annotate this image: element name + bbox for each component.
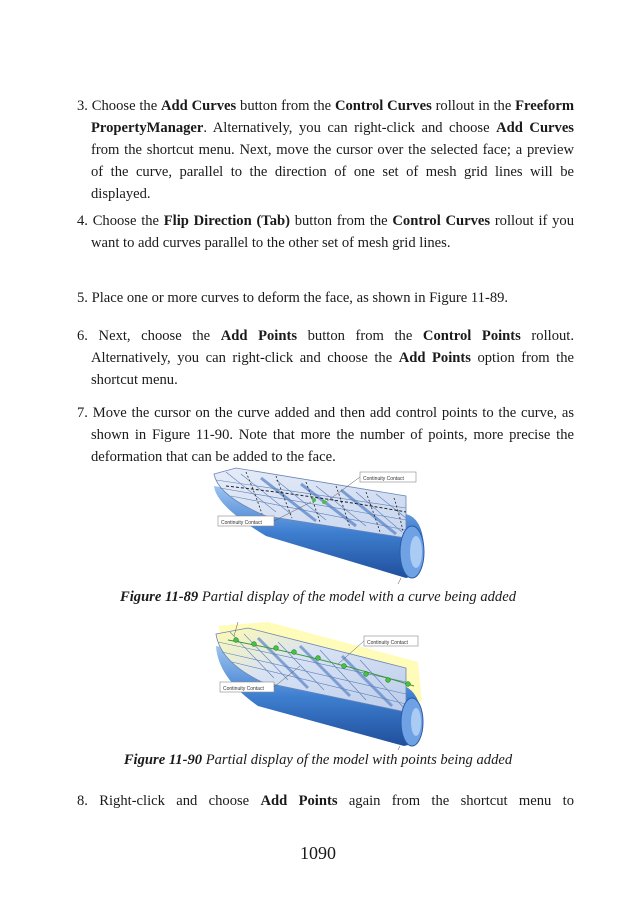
step-number: 6. — [77, 328, 99, 344]
figure-11-90-image — [208, 622, 424, 750]
bold-term: Add Points — [398, 350, 471, 366]
figure-11-89-caption-text: Partial display of the model with a curve being added — [198, 589, 517, 605]
step-number: 5. — [77, 290, 92, 306]
step-3-paragraph — [77, 95, 574, 205]
bold-term: Freeform PropertyManager — [91, 98, 574, 136]
bold-term: Control Curves — [392, 213, 491, 229]
step-text: again from the shortcut menu to — [337, 793, 575, 809]
figure-11-89-callout-top: Continuity Contact — [363, 476, 404, 482]
figure-11-90-label: Figure 11-90 — [123, 752, 203, 768]
step-text: button from the — [297, 328, 423, 344]
figure-11-89-label: Figure 11-89 — [119, 589, 199, 605]
figure-11-90-callout-top: Continuity Contact — [367, 640, 408, 646]
bold-term: Control Curves — [334, 98, 432, 114]
bold-term: Add Curves — [496, 120, 574, 136]
bold-term: Add Curves — [161, 98, 237, 114]
step-8-paragraph — [77, 790, 574, 812]
step-text: Choose the — [92, 213, 164, 229]
step-text: button from the — [289, 213, 393, 229]
step-text: rollout in the — [431, 98, 516, 114]
figure-11-90-callout-left: Continuity Contact — [223, 686, 264, 692]
step-text: . Alternatively, you can right-click and choose — [203, 120, 497, 136]
step-7-paragraph — [77, 402, 574, 468]
figure-11-89-caption — [0, 589, 636, 606]
bold-term: Control Points — [422, 328, 521, 344]
figure-11-89-callout-left: Continuity Contact — [221, 520, 262, 526]
step-number: 3. — [77, 98, 92, 114]
bold-term: Add Points — [220, 328, 298, 344]
step-number: 8. — [77, 793, 100, 809]
bold-term: Add Points — [260, 793, 338, 809]
step-text: rollout if you want to add curves parallel to the other set of mesh grid lines. — [91, 213, 574, 251]
step-number: 4. — [77, 213, 93, 229]
figure-11-90-caption — [0, 752, 636, 769]
step-6-paragraph — [77, 325, 574, 391]
step-5-paragraph — [77, 287, 574, 309]
step-number: 7. — [77, 405, 93, 421]
step-text: button from the — [236, 98, 335, 114]
figure-11-90-caption-text: Partial display of the model with points being added — [202, 752, 513, 768]
step-text: Move the cursor on the curve added and then add control points to the curve, as shown in Figure 11-90. Note that more the number of points, more precise the deformation that can be added to the face. — [91, 405, 574, 465]
step-text: Choose the — [91, 98, 162, 114]
bold-term: Flip Direction (Tab) — [163, 213, 290, 229]
step-text: Right-click and choose — [99, 793, 261, 809]
step-text: rollout. Alternatively, you can right-click and choose the — [91, 328, 574, 366]
step-text: Place one or more curves to deform the face, as shown in Figure 11-89. — [91, 290, 509, 306]
step-4-paragraph — [77, 210, 574, 254]
page-number: 1090 — [300, 843, 336, 863]
figure-11-89-image — [206, 466, 426, 586]
step-text: from the shortcut menu. Next, move the cursor over the selected face; a preview of the curve, parallel to the direction of one set of mesh grid lines will be displayed. — [91, 142, 574, 202]
step-text: Next, choose the — [98, 328, 221, 344]
step-text: option from the shortcut menu. — [91, 350, 574, 388]
